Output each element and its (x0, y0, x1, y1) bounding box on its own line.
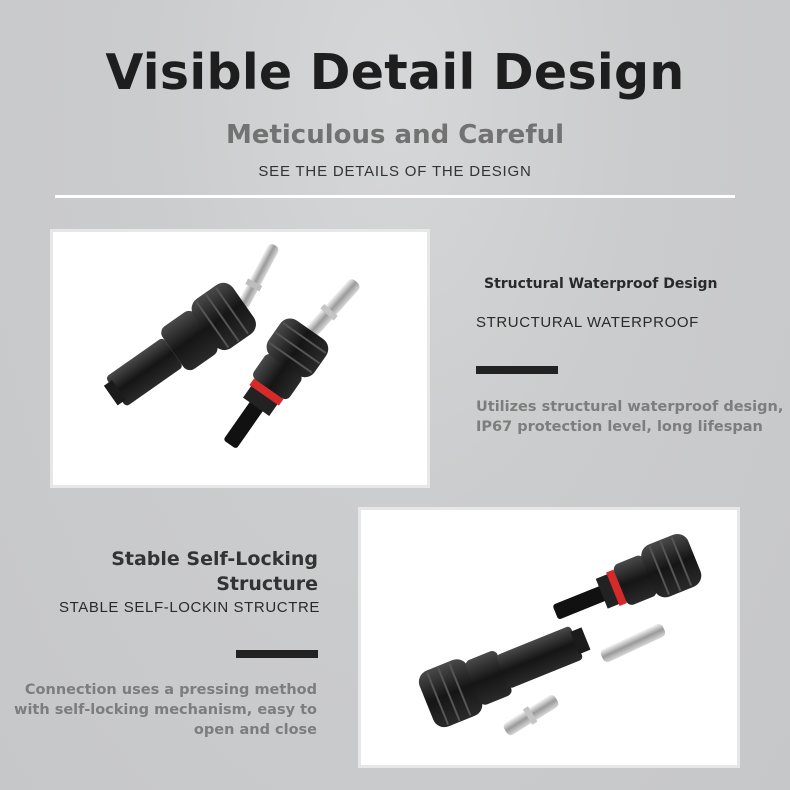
feature-1-subtitle: STRUCTURAL WATERPROOF (476, 314, 699, 331)
feature-1-accent-bar (476, 366, 558, 374)
page-tagline: SEE THE DETAILS OF THE DESIGN (258, 163, 532, 180)
connector-photo-2 (358, 507, 740, 768)
feature-2-subtitle: STABLE SELF-LOCKIN STRUCTRE (59, 599, 320, 616)
connector-separated-illustration (361, 510, 737, 765)
feature-2-accent-bar (236, 650, 318, 658)
header-divider (55, 195, 735, 198)
feature-1-title: Structural Waterproof Design (484, 276, 718, 292)
feature-1-description: Utilizes structural waterproof design, IP67 protection level, long lifespan (476, 399, 784, 435)
page-subtitle: Meticulous and Careful (225, 120, 565, 150)
connector-pair-illustration (53, 232, 427, 485)
feature-2-description: Connection uses a pressing method with self-locking mechanism, easy to open and close (14, 682, 317, 738)
connector-photo-1 (50, 229, 430, 488)
page-title: Visible Detail Design (105, 44, 685, 101)
feature-2-title: Stable Self-Locking Structure (111, 548, 318, 595)
